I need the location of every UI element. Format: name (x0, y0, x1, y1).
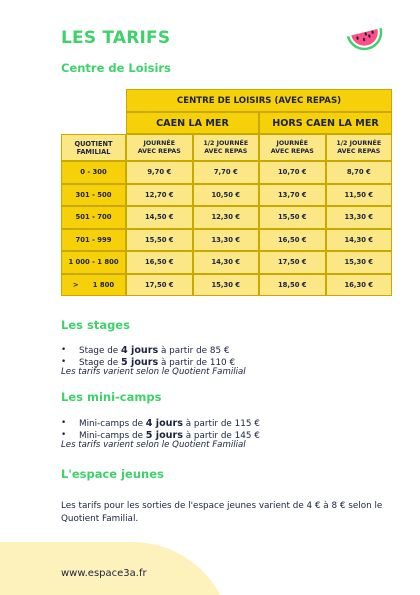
duration-highlight: 4 jours (145, 418, 183, 429)
text-fragment: Mini-camps de (79, 419, 146, 429)
price-cell: 14,50 € (126, 206, 193, 229)
section-title-stages: Les stages (61, 318, 130, 332)
text-fragment: à partir de 115 € (182, 419, 260, 429)
price-cell: 14,30 € (193, 251, 260, 274)
price-cell: 12,70 € (126, 184, 193, 207)
header-line: AVEC REPAS (204, 147, 248, 155)
section-title-minicamps: Les mini-camps (61, 390, 162, 404)
table-subheader-caen: CAEN LA MER (126, 112, 259, 134)
text-fragment: à partir de 145 € (182, 431, 260, 441)
duration-highlight: 5 jours (121, 357, 159, 368)
price-cell: 12,30 € (193, 206, 260, 229)
price-cell: 15,30 € (193, 274, 260, 297)
price-cell: 17,50 € (126, 274, 193, 297)
header-line: JOURNÉE (276, 139, 309, 147)
price-cell: 11,50 € (326, 184, 393, 207)
price-cell: 9,70 € (126, 161, 193, 184)
price-cell: 14,30 € (326, 229, 393, 252)
header-line: JOURNÉE (143, 139, 176, 147)
quotient-cell: 0 - 300 (61, 161, 126, 184)
table-header-journee (126, 134, 193, 161)
price-cell: 10,70 € (259, 161, 326, 184)
table-header-journee (259, 134, 326, 161)
price-cell: 13,30 € (193, 229, 260, 252)
text-fragment: à partir de 110 € (158, 358, 236, 368)
price-cell: 15,50 € (126, 229, 193, 252)
stages-list (61, 345, 235, 369)
page-title: LES TARIFS (61, 28, 171, 48)
price-cell: 16,50 € (259, 229, 326, 252)
list-item-text (79, 345, 229, 357)
price-cell: 15,50 € (259, 206, 326, 229)
duration-highlight: 5 jours (145, 430, 183, 441)
table-subheader-hors-caen: HORS CAEN LA MER (259, 112, 392, 134)
header-line: AVEC REPAS (337, 147, 381, 155)
price-cell: 13,30 € (326, 206, 393, 229)
table-header-demi-journee (193, 134, 260, 161)
bullet-icon: • (61, 418, 67, 428)
watermelon-icon (344, 22, 388, 56)
header-line: FAMILIAL (76, 147, 111, 156)
bullet-icon: • (61, 357, 67, 367)
price-cell: 10,50 € (193, 184, 260, 207)
tarif-table (61, 89, 392, 296)
table-row (61, 161, 392, 184)
section-title-centre-loisirs: Centre de Loisirs (61, 61, 171, 75)
table-row (61, 274, 392, 297)
text-fragment: à partir de 85 € (158, 346, 230, 356)
header-line: QUOTIENT (74, 139, 113, 148)
text-fragment: Mini-camps de (79, 431, 146, 441)
table-row (61, 229, 392, 252)
price-cell: 16,50 € (126, 251, 193, 274)
header-line: AVEC REPAS (137, 147, 181, 155)
duration-highlight: 4 jours (121, 345, 159, 356)
price-cell: 17,50 € (259, 251, 326, 274)
quotient-cell: 701 - 999 (61, 229, 126, 252)
price-cell: 16,30 € (326, 274, 393, 297)
price-cell: 18,50 € (259, 274, 326, 297)
empty-cell (61, 89, 126, 112)
table-row (61, 251, 392, 274)
header-line: 1/2 JOURNÉE (203, 139, 249, 147)
quotient-cell: 501 - 700 (61, 206, 126, 229)
text-fragment: Stage de (79, 346, 122, 356)
espace-jeunes-text: Les tarifs pour les sorties de l'espace jeunes varient de 4 € à 8 € selon le Quotient Familial. (61, 501, 383, 524)
header-line: AVEC REPAS (270, 147, 314, 155)
empty-cell (61, 112, 126, 134)
website-link[interactable]: www.espace3a.fr (61, 568, 147, 579)
table-row (61, 184, 392, 207)
table-header-quotient (61, 134, 126, 161)
quotient-cell: > 1 800 (61, 274, 126, 297)
minicamps-note: Les tarifs varient selon le Quotient Familial (61, 440, 246, 450)
list-item-text (79, 418, 260, 430)
quotient-cell: 1 000 - 1 800 (61, 251, 126, 274)
stages-note: Les tarifs varient selon le Quotient Familial (61, 367, 246, 377)
minicamps-list (61, 418, 260, 442)
price-cell: 7,70 € (193, 161, 260, 184)
header-line: 1/2 JOURNÉE (336, 139, 382, 147)
list-item (61, 345, 235, 357)
quotient-cell: 301 - 500 (61, 184, 126, 207)
price-cell: 15,30 € (326, 251, 393, 274)
table-group-header: CENTRE DE LOISIRS (AVEC REPAS) (126, 89, 392, 112)
bullet-icon: • (61, 345, 67, 355)
bullet-icon: • (61, 430, 67, 440)
price-cell: 8,70 € (326, 161, 393, 184)
text-fragment: Stage de (79, 358, 122, 368)
table-header-demi-journee (326, 134, 393, 161)
price-cell: 13,70 € (259, 184, 326, 207)
list-item (61, 418, 260, 430)
table-row (61, 206, 392, 229)
section-title-espace-jeunes: L'espace jeunes (61, 467, 164, 481)
